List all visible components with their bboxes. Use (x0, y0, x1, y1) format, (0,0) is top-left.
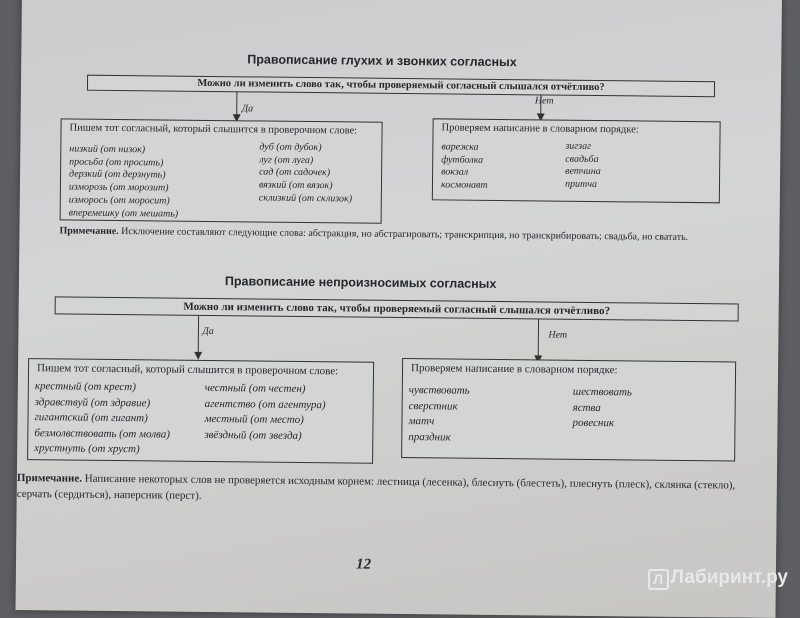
list-item: агентство (от агентура) (205, 396, 326, 413)
list-item: футболка (441, 154, 488, 167)
list-item: вязкий (от вязок) (259, 180, 352, 194)
list-item: склизкий (от склизок) (259, 192, 352, 206)
note-text: Исключение составляют следующие слова: абстракция, но абстрагировать; транскрипция, но транскрибировать; свадьба, но сватать. (121, 226, 688, 243)
section2-left-col1 (34, 379, 170, 458)
list-item: космонавт (441, 180, 488, 193)
list-item: матч (408, 414, 469, 430)
list-item: ровесник (572, 416, 631, 432)
section2-title: Правописание непроизносимых согласных (225, 274, 497, 291)
section1-right-col2 (565, 141, 601, 192)
list-item: просьба (от просить) (69, 156, 179, 170)
note-label: Примечание. (59, 225, 118, 237)
list-item: изморозь (от морозит) (69, 182, 179, 196)
list-item: луг (от луга) (259, 154, 352, 168)
section2-yes-label: Да (202, 326, 213, 337)
list-item: безмолвствовать (от молва) (34, 426, 170, 443)
list-item: ветчина (565, 166, 601, 179)
section1-left-box (60, 118, 383, 223)
section2-right-col2 (572, 385, 632, 432)
watermark-logo (648, 567, 788, 590)
section1-title: Правописание глухих и звонких согласных (247, 52, 517, 69)
list-item: сверстник (409, 399, 470, 415)
list-item: притча (565, 179, 601, 192)
list-item: звёздный (от звезда) (204, 427, 325, 444)
section2-left-heading: Пишем тот согласный, который слышится в проверочном слове: (37, 362, 338, 377)
book-page (16, 0, 782, 618)
note-text: Написание некоторых слов не проверяется исходным корнем: лестница (лесенка), блеснуть (блестеть), плеснуть (плеск), склянка (стекло), серчать (сердиться), наперсник (перст). (17, 473, 736, 502)
section2-left-col2 (204, 381, 325, 444)
section1-question-box: Можно ли изменить слово так, чтобы проверяемый согласный слышался отчётливо? (87, 75, 715, 98)
list-item: честный (от честен) (205, 381, 326, 398)
watermark-text: Лабиринт.ру (671, 567, 788, 588)
section2-right-heading: Проверяем написание в словарном порядке: (411, 362, 618, 376)
section2-right-box (401, 358, 736, 461)
list-item: крестный (от крест) (35, 379, 171, 396)
list-item: сад (от садочек) (259, 167, 352, 181)
list-item: вокзал (441, 167, 488, 180)
section1-right-col1 (441, 141, 488, 192)
list-item: свадьба (565, 153, 601, 166)
section2-no-label: Нет (548, 330, 567, 341)
section2-right-col1 (408, 383, 470, 446)
list-item: местный (от место) (204, 412, 325, 429)
note-label: Примечание. (17, 472, 82, 485)
section1-left-heading: Пишем тот согласный, который слышится в проверочном слове: (69, 123, 357, 137)
section1-left-col1 (69, 144, 179, 221)
section1-yes-label: Да (242, 103, 253, 114)
section2-question-box: Можно ли изменить слово так, чтобы проверяемый согласный слышался отчётливо? (55, 296, 739, 321)
list-item: чувствовать (409, 383, 470, 399)
list-item: дерзкий (от дерзнуть) (69, 169, 179, 183)
list-item: яства (573, 400, 632, 416)
section2-left-box (27, 358, 374, 464)
list-item: низкий (от низок) (69, 144, 179, 158)
list-item: зигзаг (565, 141, 601, 154)
list-item: вперемешку (от мешать) (69, 207, 179, 221)
list-item: хрустнуть (от хруст) (34, 441, 170, 458)
section1-left-col2 (259, 141, 353, 205)
section1-right-heading: Проверяем написание в словарном порядке: (442, 122, 639, 135)
list-item: изморось (от моросит) (69, 194, 179, 208)
list-item: дуб (от дубок) (259, 141, 352, 155)
section1-no-label: Нет (535, 95, 554, 106)
list-item: шествовать (573, 385, 632, 401)
page-number: 12 (356, 557, 371, 574)
list-item: здравствуй (от здравие) (35, 395, 171, 412)
section1-right-box (432, 118, 721, 203)
labirint-logo-icon: Л (648, 569, 669, 590)
list-item: варежка (441, 141, 488, 154)
list-item: гигантский (от гигант) (34, 410, 170, 427)
list-item: праздник (408, 430, 469, 446)
